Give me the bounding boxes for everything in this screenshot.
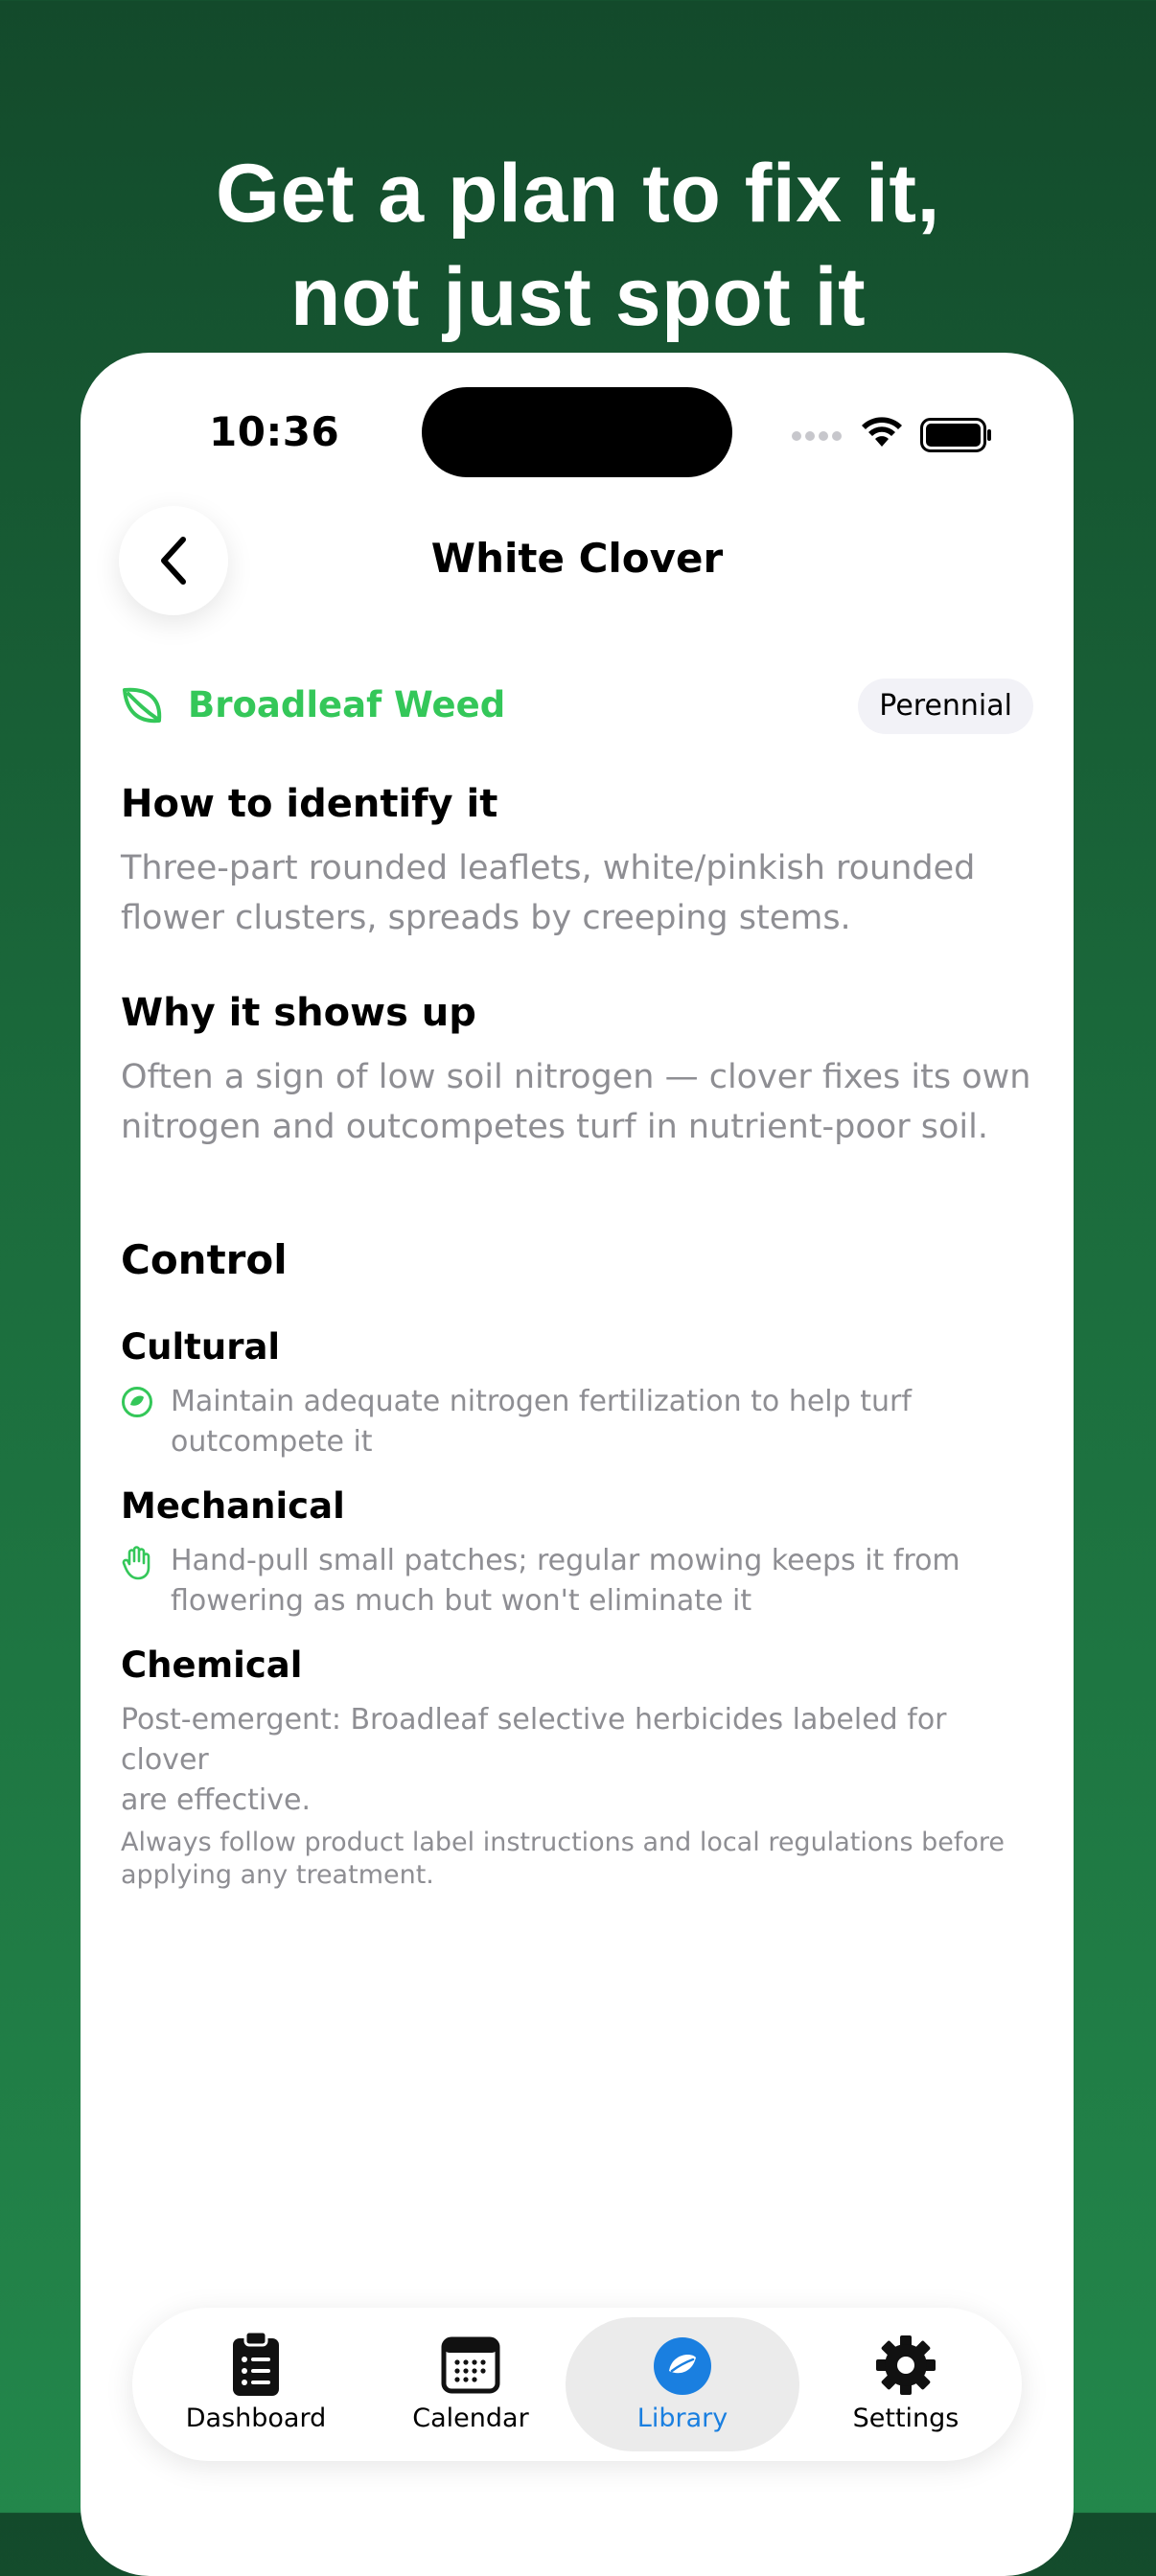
wifi-icon (861, 416, 903, 448)
leaf-circle-icon (653, 2336, 712, 2396)
tab-label: Calendar (412, 2404, 529, 2433)
disclaimer-line: applying any treatment. (121, 1860, 434, 1890)
chemical-line: Post-emergent: Broadleaf selective herbicides labeled for clover (121, 1703, 947, 1777)
identify-line: Three-part rounded leaflets, white/pinkish rounded (121, 849, 976, 887)
why-heading: Why it shows up (121, 991, 476, 1035)
tab-dashboard[interactable] (146, 2308, 366, 2461)
category-label: Broadleaf Weed (188, 684, 506, 725)
leaf-icon (121, 686, 165, 724)
battery-icon (920, 418, 993, 452)
disclaimer-line: Always follow product label instructions and local regulations before (121, 1828, 1005, 1857)
mechanical-heading: Mechanical (121, 1485, 345, 1527)
calendar-icon (441, 2336, 500, 2394)
tab-label: Settings (852, 2404, 959, 2433)
headline-line-1: Get a plan to fix it, (216, 148, 940, 240)
control-heading: Control (121, 1236, 288, 1283)
mechanical-line: Hand-pull small patches; regular mowing keeps it from (171, 1544, 960, 1577)
dynamic-island (422, 387, 732, 477)
disclaimer-text (121, 1827, 1041, 1892)
leaf-circle-icon (121, 1386, 153, 1418)
cellular-signal-icon (792, 431, 842, 443)
tab-label: Dashboard (185, 2404, 327, 2433)
phone-screen (81, 353, 1074, 2576)
chemical-heading: Chemical (121, 1644, 303, 1686)
tab-label: Library (636, 2404, 728, 2433)
gear-icon (875, 2334, 936, 2396)
tab-settings[interactable] (796, 2308, 1016, 2461)
why-text (121, 1052, 1041, 1152)
why-line: nitrogen and outcompetes turf in nutrient-poor soil. (121, 1108, 988, 1146)
identify-text (121, 843, 1041, 943)
mechanical-text (171, 1541, 1033, 1622)
weed-detail-content (121, 678, 1033, 1890)
page-title: White Clover (430, 535, 724, 582)
chemical-text (121, 1700, 1041, 1821)
status-time: 10:36 (209, 408, 340, 455)
cultural-text (171, 1382, 1033, 1462)
mechanical-line: flowering as much but won't eliminate it (171, 1584, 752, 1618)
cultural-line: Maintain adequate nitrogen fertilization to help turf (171, 1385, 912, 1418)
headline-line-2: not just spot it (289, 251, 867, 343)
why-line: Often a sign of low soil nitrogen — clover fixes its own (121, 1058, 1031, 1096)
hand-icon (121, 1545, 153, 1581)
tab-bar (132, 2308, 1022, 2461)
lifecycle-badge: Perennial (858, 678, 1033, 734)
cultural-heading: Cultural (121, 1326, 281, 1368)
category-row (121, 678, 1033, 736)
cultural-line: outcompete it (171, 1425, 373, 1459)
chemical-line: are effective. (121, 1783, 311, 1817)
identify-line: flower clusters, spreads by creeping stems. (121, 899, 851, 937)
identify-heading: How to identify it (121, 782, 498, 826)
tab-library[interactable] (566, 2308, 799, 2461)
marketing-headline (0, 142, 1156, 349)
clipboard-list-icon (231, 2331, 281, 2398)
tab-calendar[interactable] (360, 2308, 581, 2461)
